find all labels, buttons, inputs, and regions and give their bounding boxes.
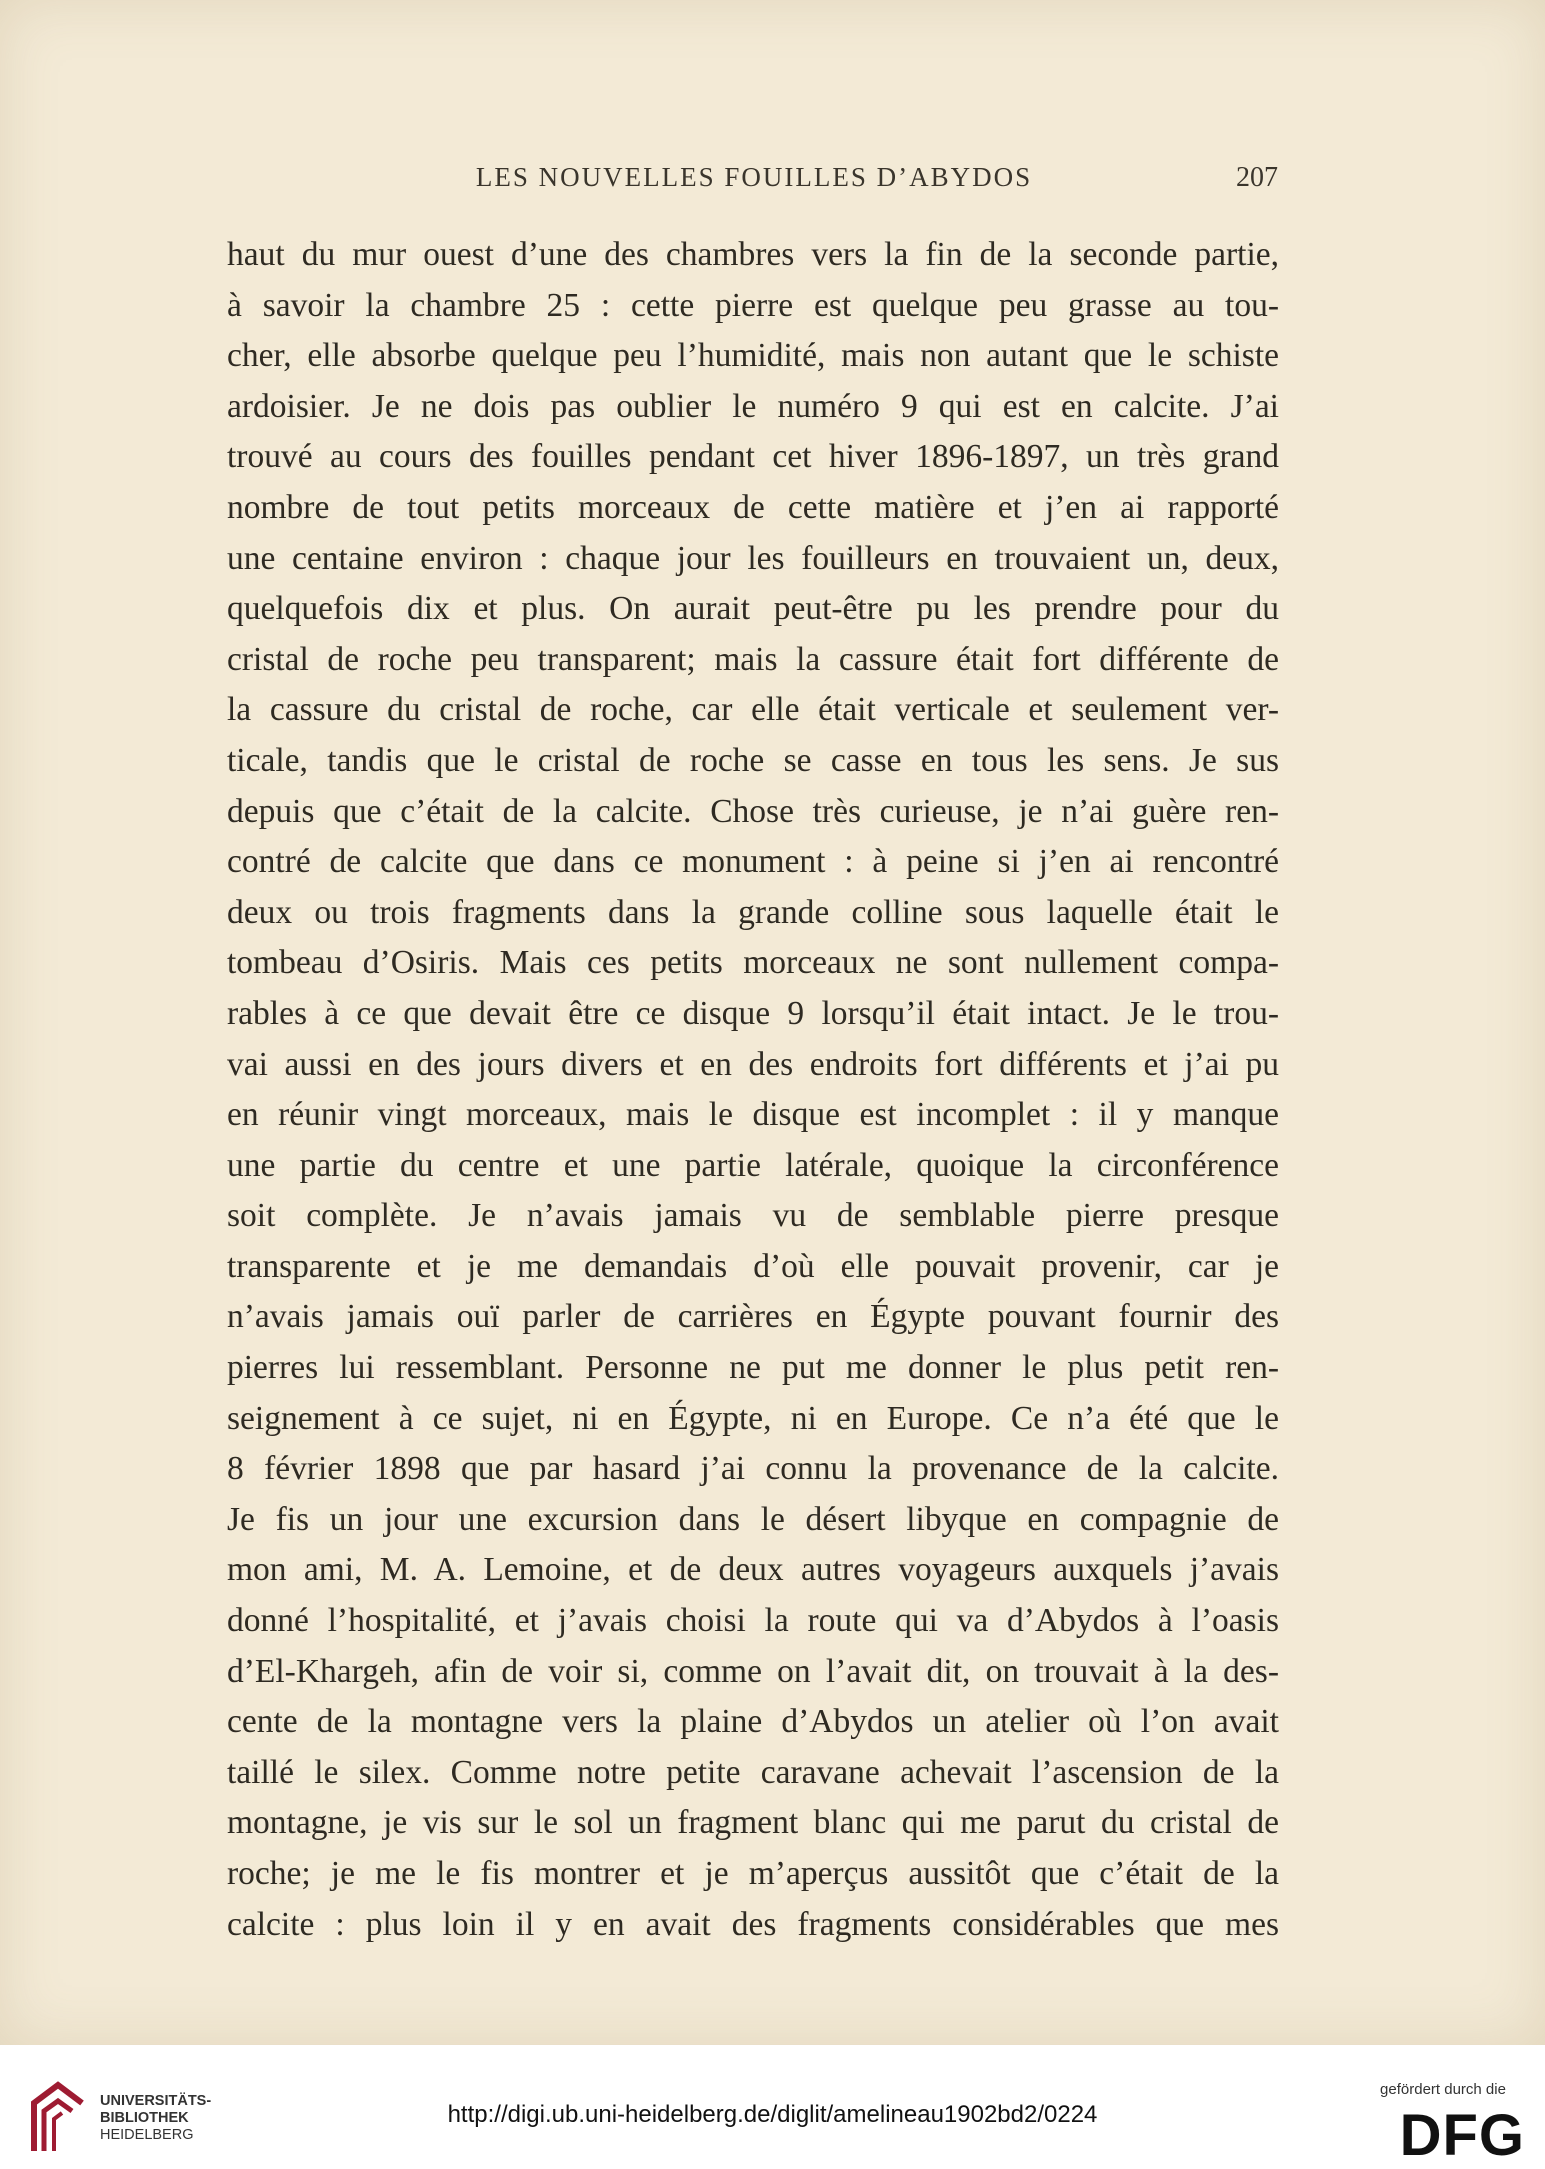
text-line: taillé le silex. Comme notre petite caravane achevait l’ascension de la bbox=[227, 1753, 1279, 1791]
library-name-line: BIBLIOTHEK bbox=[100, 2110, 189, 2126]
text-line: montagne, je vis sur le sol un fragment blanc qui me parut du cristal de bbox=[227, 1804, 1279, 1842]
text-line: soit complète. Je n’avais jamais vu de semblable pierre presque bbox=[227, 1197, 1279, 1235]
text-line: en réunir vingt morceaux, mais le disque est incomplet : il y manque bbox=[227, 1096, 1279, 1134]
text-line: d’El-Khargeh, afin de voir si, comme on l’avait dit, on trouvait à la des- bbox=[227, 1652, 1279, 1690]
funded-by-label: gefördert durch die bbox=[1380, 2081, 1506, 2098]
running-title: LES NOUVELLES FOUILLES D’ABYDOS bbox=[475, 162, 1033, 192]
page-header bbox=[230, 162, 1278, 202]
text-line: roche; je me le fis montrer et je m’aperçus aussitôt que c’était de la bbox=[227, 1855, 1279, 1892]
text-line: mon ami, M. A. Lemoine, et de deux autres voyageurs auxquels j’avais bbox=[227, 1551, 1279, 1589]
text-line: trouvé au cours des fouilles pendant cet hiver 1896-1897, un très grand bbox=[227, 438, 1279, 476]
text-line: une partie du centre et une partie latérale, quoique la circonférence bbox=[227, 1146, 1279, 1184]
text-line: contré de calcite que dans ce monument : à peine si j’en ai rencontré bbox=[227, 843, 1279, 881]
text-line: une centaine environ : chaque jour les fouilleurs en trouvaient un, deux, bbox=[227, 539, 1279, 577]
text-line: ticale, tandis que le cristal de roche se casse en tous les sens. Je sus bbox=[227, 741, 1279, 779]
text-line: nombre de tout petits morceaux de cette matière et j’en ai rapporté bbox=[227, 488, 1279, 526]
text-line: n’avais jamais ouï parler de carrières en Égypte pouvant fournir des bbox=[227, 1298, 1279, 1336]
document-url-link[interactable]: http://digi.ub.uni-heidelberg.de/diglit/amelineau1902bd2/0224 bbox=[447, 2101, 1098, 2128]
body-text bbox=[227, 230, 1279, 1950]
viewer-footer bbox=[0, 2045, 1545, 2169]
text-line: ardoisier. Je ne dois pas oublier le numéro 9 qui est en calcite. J’ai bbox=[227, 387, 1279, 425]
text-line: cristal de roche peu transparent; mais la cassure était fort différente de bbox=[227, 640, 1279, 678]
text-line: haut du mur ouest d’une des chambres vers la fin de la seconde partie, bbox=[227, 236, 1279, 273]
text-line: vai aussi en des jours divers et en des endroits fort différents et j’ai pu bbox=[227, 1045, 1279, 1083]
text-line: cente de la montagne vers la plaine d’Abydos un atelier où l’on avait bbox=[227, 1703, 1279, 1741]
dfg-logo: DFG bbox=[1399, 2103, 1525, 2168]
text-line: seignement à ce sujet, ni en Égypte, ni en Europe. Ce n’a été que le bbox=[227, 1399, 1279, 1437]
library-name-line: HEIDELBERG bbox=[100, 2127, 194, 2143]
text-line: la cassure du cristal de roche, car elle était verticale et seulement ver- bbox=[227, 691, 1279, 729]
text-line: Je fis un jour une excursion dans le désert libyque en compagnie de bbox=[227, 1500, 1279, 1538]
text-line: à savoir la chambre 25 : cette pierre est quelque peu grasse au tou- bbox=[227, 286, 1279, 324]
text-line: transparente et je me demandais d’où elle pouvait provenir, car je bbox=[227, 1247, 1279, 1285]
text-line: calcite : plus loin il y en avait des fragments considérables que mes bbox=[227, 1905, 1279, 1943]
text-line: rables à ce que devait être ce disque 9 lorsqu’il était intact. Je le trou- bbox=[227, 994, 1279, 1032]
text-line: donné l’hospitalité, et j’avais choisi la route qui va d’Abydos à l’oasis bbox=[227, 1602, 1279, 1640]
text-line: pierres lui ressemblant. Personne ne put me donner le plus petit ren- bbox=[227, 1349, 1279, 1387]
text-line: deux ou trois fragments dans la grande colline sous laquelle était le bbox=[227, 893, 1279, 931]
page-number: 207 bbox=[1236, 162, 1278, 193]
text-line: cher, elle absorbe quelque peu l’humidité, mais non autant que le schiste bbox=[227, 337, 1279, 375]
text-line: tombeau d’Osiris. Mais ces petits morceaux ne sont nullement compa- bbox=[227, 944, 1279, 982]
text-line: depuis que c’était de la calcite. Chose très curieuse, je n’ai guère ren- bbox=[227, 792, 1279, 830]
text-line: quelquefois dix et plus. On aurait peut-être pu les prendre pour du bbox=[227, 590, 1279, 628]
library-name-line: UNIVERSITÄTS- bbox=[100, 2093, 212, 2109]
text-line: 8 février 1898 que par hasard j’ai connu la provenance de la calcite. bbox=[227, 1450, 1279, 1488]
